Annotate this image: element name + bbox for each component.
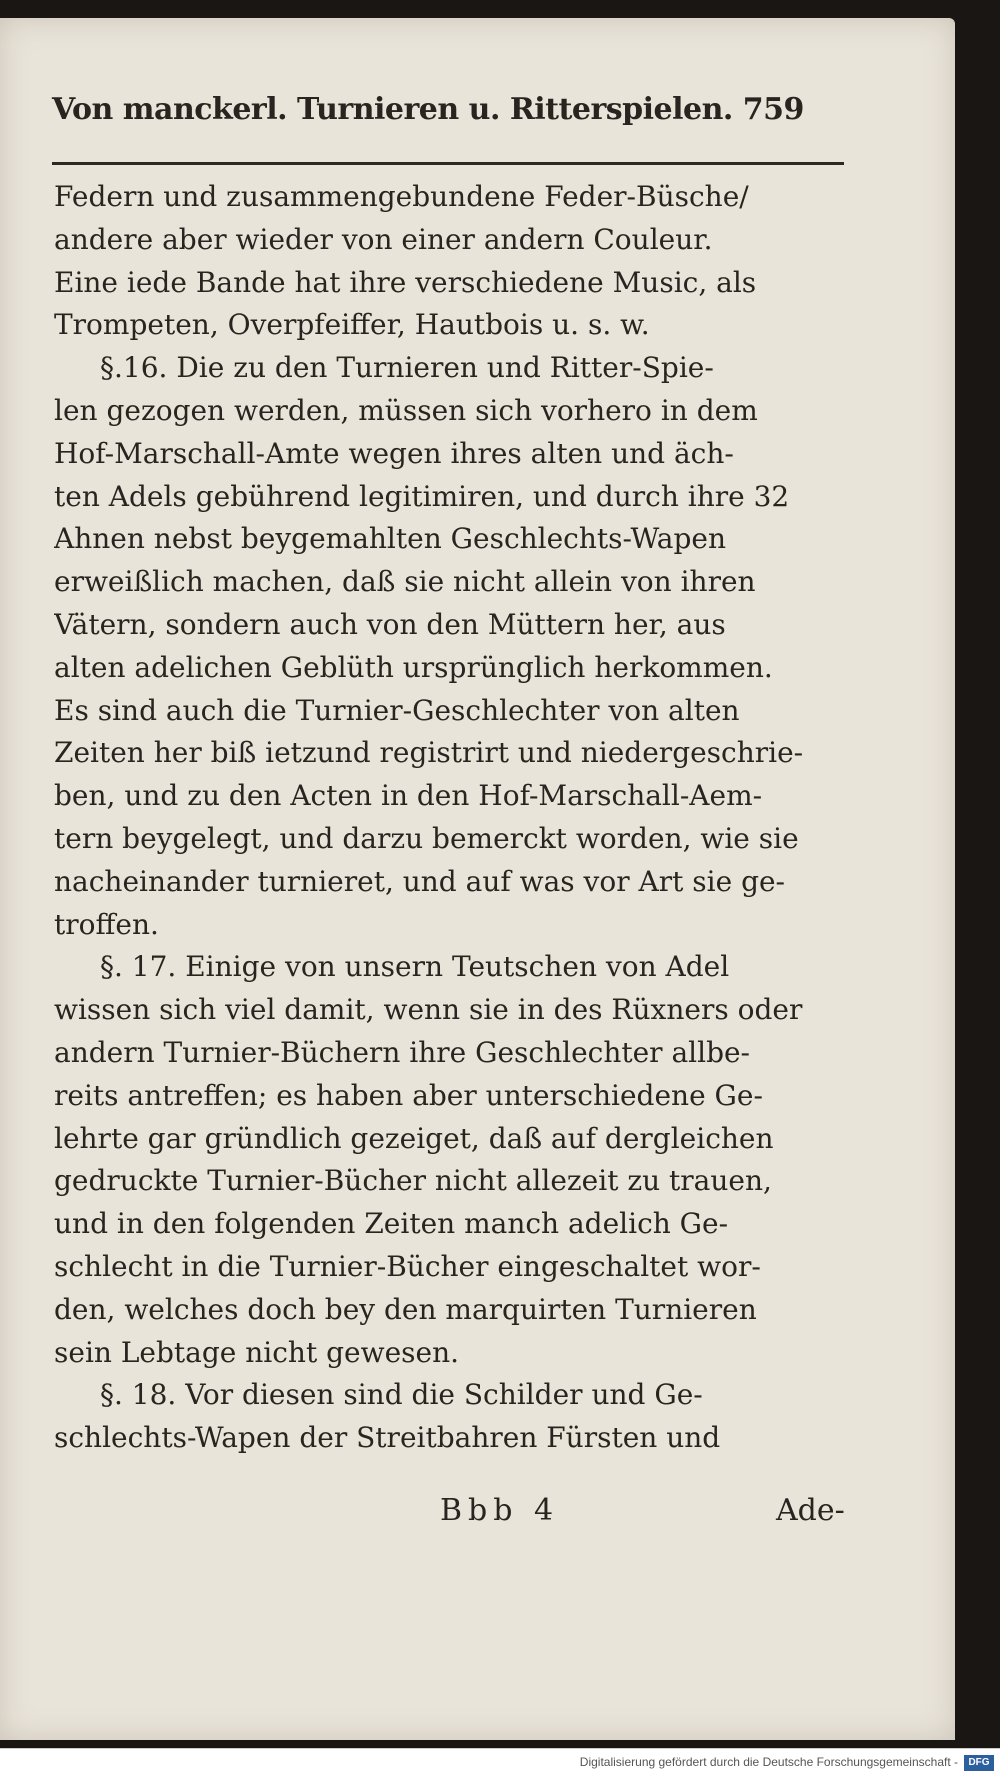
running-head: Von manckerl. Turnieren u. Ritterspielen. 759 — [52, 92, 804, 127]
text-line: Es sind auch die Turnier-Geschlechter von alten — [54, 693, 740, 727]
header-rule — [52, 162, 844, 165]
text-line: reits antreffen; es haben aber unterschiedene Ge- — [54, 1078, 763, 1112]
text-line: lehrte gar gründlich gezeiget, daß auf dergleichen — [54, 1121, 774, 1155]
text-line: erweißlich machen, daß sie nicht allein von ihren — [54, 565, 756, 599]
text-line: Zeiten her biß ietzund registrirt und niedergeschrie- — [54, 736, 804, 770]
dfg-logo-icon: DFG — [964, 1755, 994, 1771]
text-line: Federn und zusammengebundene Feder-Büsche/ — [54, 180, 749, 213]
text-line: §. 18. Vor diesen sind die Schilder und Ge- — [100, 1378, 703, 1412]
text-line: troffen. — [54, 907, 159, 941]
text-line: gedruckte Turnier-Bücher nicht allezeit zu trauen, — [54, 1164, 772, 1198]
text-line: sein Lebtage nicht gewesen. — [54, 1335, 460, 1369]
text-line: §. 17. Einige von unsern Teutschen von Adel — [100, 950, 730, 984]
text-line: len gezogen werden, müssen sich vorhero in dem — [54, 393, 758, 427]
text-line: §.16. Die zu den Turnieren und Ritter-Spie- — [100, 351, 714, 385]
text-line: und in den folgenden Zeiten manch adelich Ge- — [54, 1207, 729, 1241]
text-line: Ahnen nebst beygemahlten Geschlechts-Wapen — [54, 522, 727, 556]
text-line: schlechts-Wapen der Streitbahren Fürsten und — [54, 1421, 721, 1455]
signature-mark: Bbb 4 — [440, 1493, 560, 1528]
text-line: ten Adels gebührend legitimiren, und durch ihre 32 — [54, 479, 790, 513]
text-line: ben, und zu den Acten in den Hof-Marschall-Aem- — [54, 779, 763, 813]
text-line: schlecht in die Turnier-Bücher eingeschaltet wor- — [54, 1249, 761, 1283]
text-line: wissen sich viel damit, wenn sie in des Rüxners oder — [54, 993, 803, 1027]
text-line: den, welches doch bey den marquirten Turnieren — [54, 1292, 757, 1326]
text-line: andere aber wieder von einer andern Couleur. — [54, 222, 713, 256]
text-line: nacheinander turnieret, und auf was vor Art sie ge- — [54, 864, 786, 898]
book-page — [0, 18, 955, 1740]
text-line: Hof-Marschall-Amte wegen ihres alten und äch- — [54, 436, 734, 470]
text-line: Eine iede Bande hat ihre verschiedene Music, als — [54, 265, 757, 299]
text-line: Vätern, sondern auch von den Müttern her, aus — [54, 607, 726, 641]
text-line: tern beygelegt, und darzu bemerckt worden, wie sie — [54, 821, 799, 855]
text-line: Trompeten, Overpfeiffer, Hautbois u. s. w. — [54, 308, 650, 342]
digitization-footer — [0, 1748, 1000, 1777]
text-line: andern Turnier-Büchern ihre Geschlechter allbe- — [54, 1035, 751, 1069]
text-line: alten adelichen Geblüth ursprünglich herkommen. — [54, 650, 773, 684]
funding-note: Digitalisierung gefördert durch die Deutsche Forschungsgemeinschaft - — [579, 1755, 958, 1769]
catchword: Ade- — [776, 1493, 845, 1528]
body-text — [54, 176, 854, 1460]
